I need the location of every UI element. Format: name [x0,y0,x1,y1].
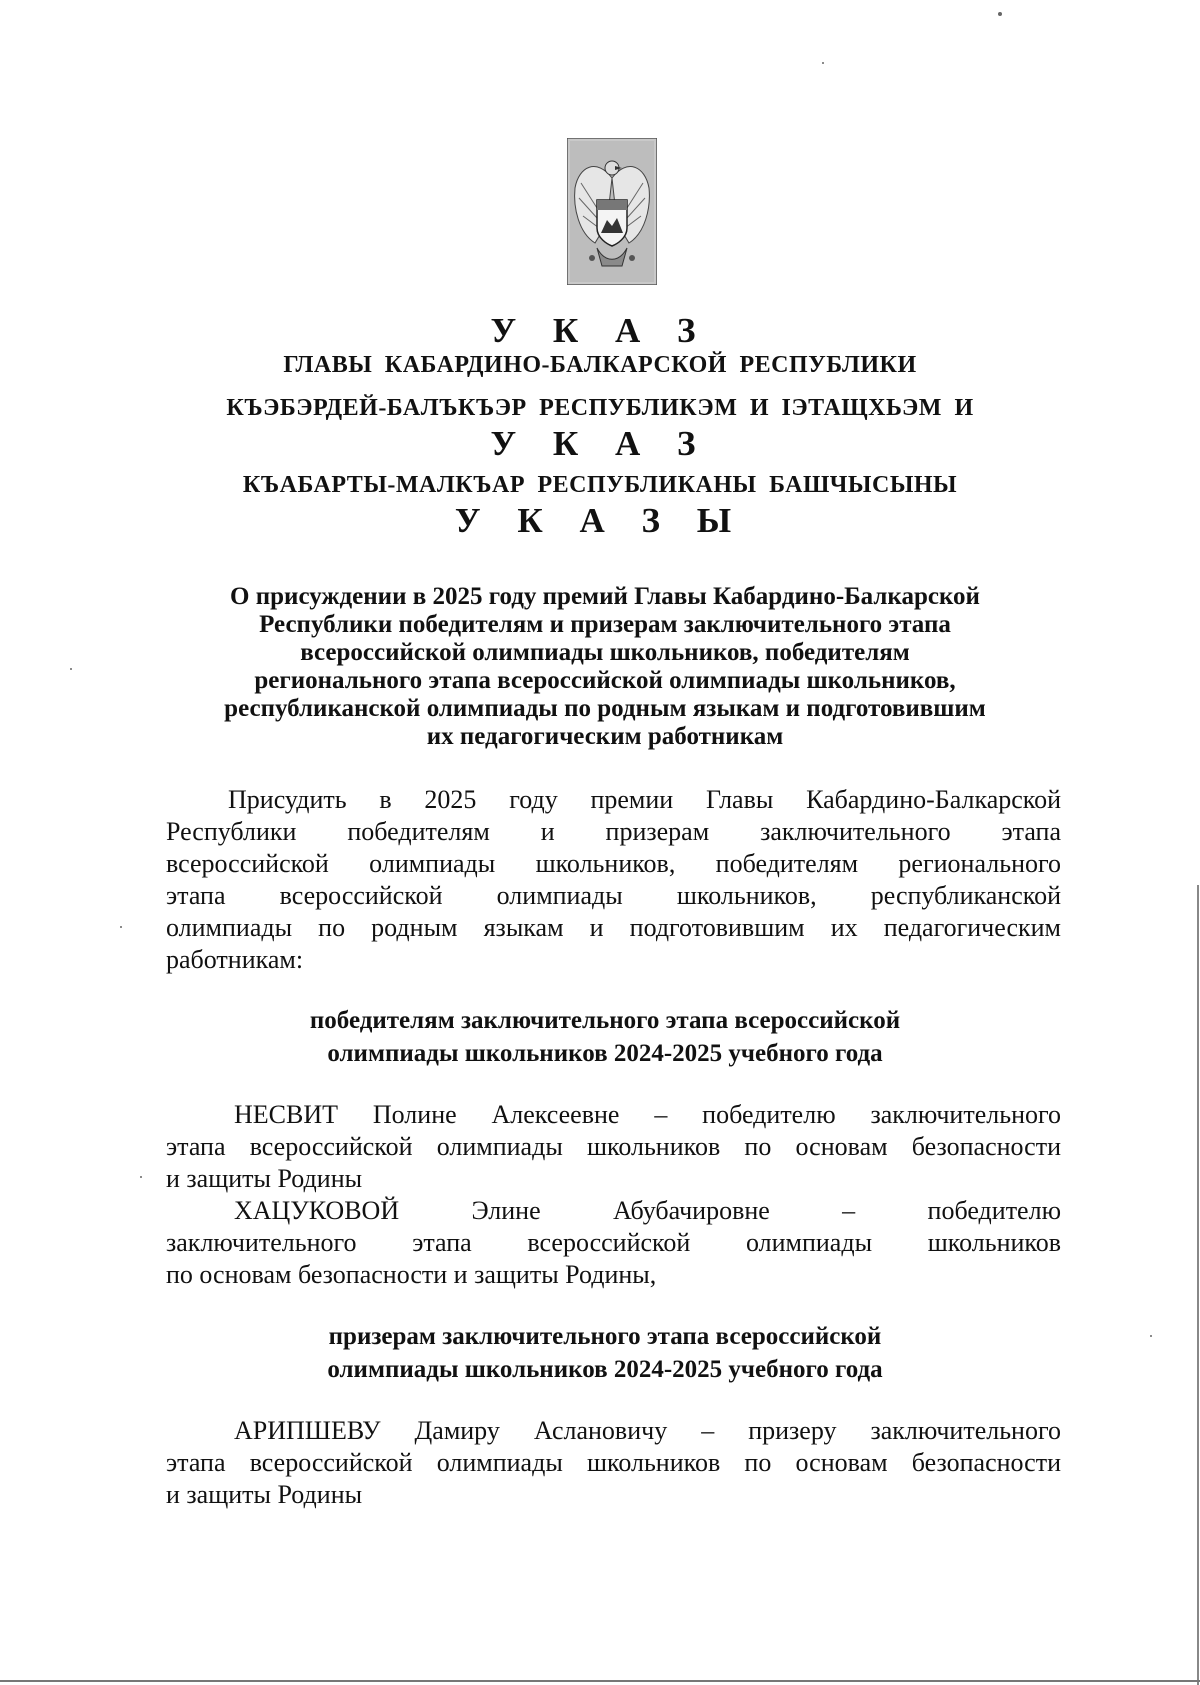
scan-speck [1150,1335,1152,1337]
issuer-bal: КЪАБАРТЫ-МАЛКЪАР РЕСПУБЛИКАНЫ БАШЧЫСЫНЫ [242,472,958,498]
intro-line: Присудить в 2025 году премии Главы Кабардино-Балкарской [228,785,1061,814]
winner-entry-line: этапа всероссийской олимпиады школьников по основам безопасности [166,1132,1061,1161]
winner-entry-line: НЕСВИТ Полине Алексеевне – победителю заключительного [234,1100,1061,1129]
winner-entry [166,1099,1061,1195]
winner-entry-line: заключительного этапа всероссийской олимпиады школьников [166,1228,1061,1257]
intro-line: работникам: [166,945,304,974]
intro-line: этапа всероссийской олимпиады школьников, республиканской [166,881,1061,910]
scan-speck [822,62,824,64]
title-line: всероссийской олимпиады школьников, победителям [300,639,910,666]
decree-label-kab: У К А З [490,424,710,463]
title-line: Республики победителям и призерам заключительного этапа [259,611,951,638]
decree-label-bal: У К А З Ы [454,501,746,540]
intro-line: всероссийской олимпиады школьников, победителям регионального [166,849,1061,878]
intro-paragraph [166,784,1061,976]
prizewinner-entry-line: этапа всероссийской олимпиады школьников по основам безопасности [166,1448,1061,1477]
winners-heading-line: победителям заключительного этапа всероссийской [309,1007,901,1034]
scan-speck [998,12,1002,16]
winner-entry-line: по основам безопасности и защиты Родины, [166,1260,657,1289]
scan-speck [70,668,72,670]
prizewinners-heading-line: олимпиады школьников 2024-2025 учебного года [327,1356,883,1383]
intro-line: Республики победителям и призерам заключительного этапа [166,817,1061,846]
title-line: регионального этапа всероссийской олимпиады школьников, [254,667,956,694]
issuer-ru: ГЛАВЫ КАБАРДИНО-БАЛКАРСКОЙ РЕСПУБЛИКИ [283,352,917,378]
title-line: О присуждении в 2025 году премий Главы Кабардино-Балкарской [230,583,980,610]
scan-edge-line [1197,885,1199,1685]
winners-heading-line: олимпиады школьников 2024-2025 учебного года [327,1040,883,1067]
scan-speck [140,1176,142,1178]
title-line: республиканской олимпиады по родным языкам и подготовившим [224,695,986,722]
scan-bottom-edge [0,1680,1200,1682]
prizewinners-heading [160,1320,1050,1386]
intro-line: олимпиады по родным языкам и подготовившим их педагогическим [166,913,1061,942]
scan-speck [120,926,122,928]
winners-heading [160,1004,1050,1070]
title-line: их педагогическим работникам [426,723,784,750]
winner-entry [166,1195,1061,1291]
prizewinner-entry [166,1415,1061,1511]
prizewinner-entry-line: АРИПШЕВУ Дамиру Аслановичу – призеру заключительного [234,1416,1061,1445]
winner-entry-line: ХАЦУКОВОЙ Элине Абубачировне – победителю [234,1196,1061,1225]
decree-label-ru: У К А З [490,311,710,350]
winner-entry-line: и защиты Родины [166,1164,363,1193]
prizewinners-heading-line: призерам заключительного этапа всероссийской [328,1323,882,1350]
coat-of-arms-icon [567,138,657,285]
prizewinner-entry-line: и защиты Родины [166,1480,363,1509]
decree-title [160,583,1050,751]
issuer-kab: КЪЭБЭРДЕЙ-БАЛЪКЪЭР РЕСПУБЛИКЭМ И IЭТАЩХЬЭМ И [226,395,974,421]
